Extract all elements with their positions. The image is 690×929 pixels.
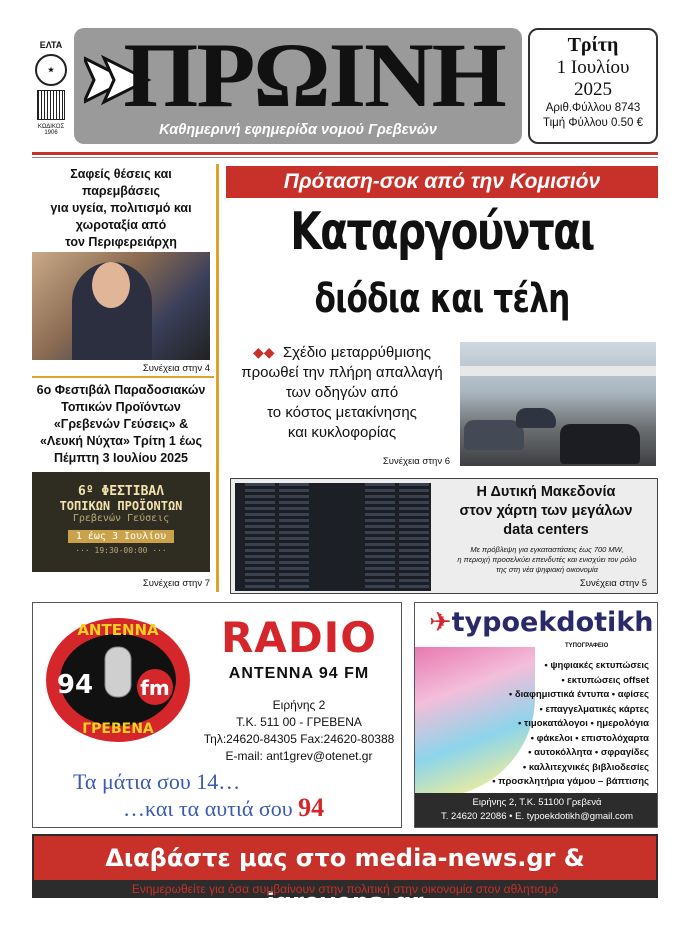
poster-line: Γρεβενών Γεύσεις <box>72 513 170 524</box>
logo-number: 94 <box>56 670 94 700</box>
continue-link[interactable]: Συνέχεια στην 5 <box>579 578 647 589</box>
person-face <box>92 262 130 308</box>
masthead <box>74 28 522 144</box>
datacenter-photo <box>235 483 431 591</box>
kicker-band: Πρόταση-σοκ από την Κομισιόν <box>226 166 658 198</box>
poster-line: ΤΟΠΙΚΩΝ ΠΡΟΪΟΝΤΩΝ <box>59 499 183 513</box>
radio-title: RADIO <box>220 613 378 662</box>
stamp-code-label: ΚΩΔΙΚΟΣ <box>37 124 65 130</box>
left-story-2[interactable] <box>32 382 210 467</box>
datacenter-story[interactable] <box>230 478 658 594</box>
datacenter-summary: Με πρόβλεψη για εγκαταστάσεις έως 700 MW, η περιοχή προσελκύει επενδυτές και ενισχύει τον ρόλο της στη νέα ψηφιακή οικονομία <box>457 545 637 574</box>
continue-link[interactable]: Συνέχεια στην 4 <box>142 363 210 374</box>
banner-sub-text: Ενημερωθείτε για όσα συμβαίνουν στην πολιτική στην οικονομία στον αθλητισμό <box>131 882 559 896</box>
main-lead: ◆◆ Σχέδιο μεταρρύθμισης προωθεί την πλήρη απαλλαγή των οδηγών από το κόστος μετακίνησης και κυκλοφορίας <box>241 344 443 441</box>
issue-number: Αριθ.Φύλλου 8743 <box>545 102 641 114</box>
car-shape <box>516 408 556 428</box>
poster-time: ··· 19:30-00:00 ··· <box>75 546 167 555</box>
print-shop-advertisement[interactable] <box>414 602 658 828</box>
poster-line: 6º ΦΕΣΤΙΒΑΛ <box>77 484 165 499</box>
header-divider-thin <box>32 157 658 158</box>
postal-seal-icon: ★ <box>35 54 67 86</box>
elta-logo: ΕΛΤΑ <box>39 40 63 50</box>
logo-top-text: ΑΝΤΕΝΝΑ <box>77 621 159 639</box>
date-box <box>528 28 658 144</box>
continue-link[interactable]: Συνέχεια στην 6 <box>382 456 450 467</box>
bird-icon: ✈ <box>429 607 452 638</box>
issue-price: Τιμή Φύλλου 0.50 € <box>542 117 643 129</box>
double-arrow-icon: ◆◆ <box>252 344 275 360</box>
logo-bottom-text: ΓΡΕΒΕΝΑ <box>82 721 154 737</box>
main-headline-2[interactable]: διόδια και τέλη <box>314 276 570 322</box>
newspaper-subtitle: Καθημερινή εφημερίδα νομού Γρεβενών <box>159 122 437 138</box>
print-shop-contact: Ειρήνης 2, Τ.Κ. 51100 Γρεβενά T. 24620 22086 • E. typoekdotikh@gmail.com <box>415 793 658 827</box>
car-shape <box>560 424 640 464</box>
toll-canopy <box>460 366 656 376</box>
radio-slogan-2: …και τα αυτιά σου 94 <box>123 793 325 822</box>
radio-slogan: Τα μάτια σου 14… <box>73 769 241 794</box>
stamp-code: 1906 <box>44 130 58 136</box>
website-banner[interactable] <box>32 834 658 916</box>
poster-dates: 1 έως 3 Ιουλίου <box>68 530 174 543</box>
issue-day: Τρίτη <box>567 34 619 56</box>
column-divider <box>32 376 214 378</box>
radio-advertisement[interactable] <box>32 602 402 828</box>
issue-year: 2025 <box>574 79 612 100</box>
barcode-icon <box>37 90 65 120</box>
story-headline: 6ο Φεστιβάλ Παραδοσιακών Τοπικών Προϊόντων «Γρεβενών Γεύσεις» & «Λευκή Νύχτα» Τρίτη 1 έως Πέμπτη 3 Ιουλίου 2025 <box>36 383 206 465</box>
continue-link[interactable]: Συνέχεια στην 7 <box>142 578 210 589</box>
print-shop-logo: ✈typoekdotikh <box>429 607 654 638</box>
radio-station-name: ANTENNA 94 FM <box>228 665 370 682</box>
car-shape <box>464 420 524 450</box>
radio-contact: Ειρήνης 2 Τ.Κ. 511 00 - ΓΡΕΒΕΝΑ Τηλ:24620-84305 Fax:24620-80388 E-mail: ant1grev@otenet.gr <box>203 698 395 763</box>
toll-station-photo <box>460 342 656 466</box>
banner-main-text: Διαβάστε μας στο media-news.gr & igrevena.gr <box>34 836 656 880</box>
print-shop-subtitle: ΤΥΠΟΓΡΑΦΕΙΟ <box>565 643 609 649</box>
issue-date: 1 Ιουλίου <box>556 57 630 78</box>
column-rule <box>216 164 219 592</box>
header-divider <box>32 152 658 155</box>
radio-antenna-logo-icon <box>43 615 193 745</box>
datacenter-headline: Η Δυτική Μακεδονία στον χάρτη των μεγάλων data centers <box>459 484 633 538</box>
logo-fm: fm <box>140 676 170 700</box>
newspaper-title: ΠΡΩΙΝΗ <box>123 28 505 126</box>
story-headline: Σαφείς θέσεις και παρεμβάσεις για υγεία, πολιτισμό και χωροταξία από τον Περιφερειάρχη <box>50 167 192 249</box>
governor-photo <box>32 252 210 360</box>
elta-stamp <box>32 36 70 154</box>
festival-poster <box>32 472 210 572</box>
services-list: • ψηφιακές εκτυπώσεις • εκτυπώσεις offset • διαφημιστικά έντυπα • αφίσες • επαγγελματικές κάρτες • τιμοκατάλογοι • ημερολόγια • φάκελοι • επιστολόχαρτα • αυτοκόλλητα • σφραγίδες • καλλιτεχνικές βιβλιοδεσίες • προσκλητήρια γάμου – βάπτισης <box>492 660 649 787</box>
main-headline[interactable]: Καταργούνται <box>290 202 594 262</box>
